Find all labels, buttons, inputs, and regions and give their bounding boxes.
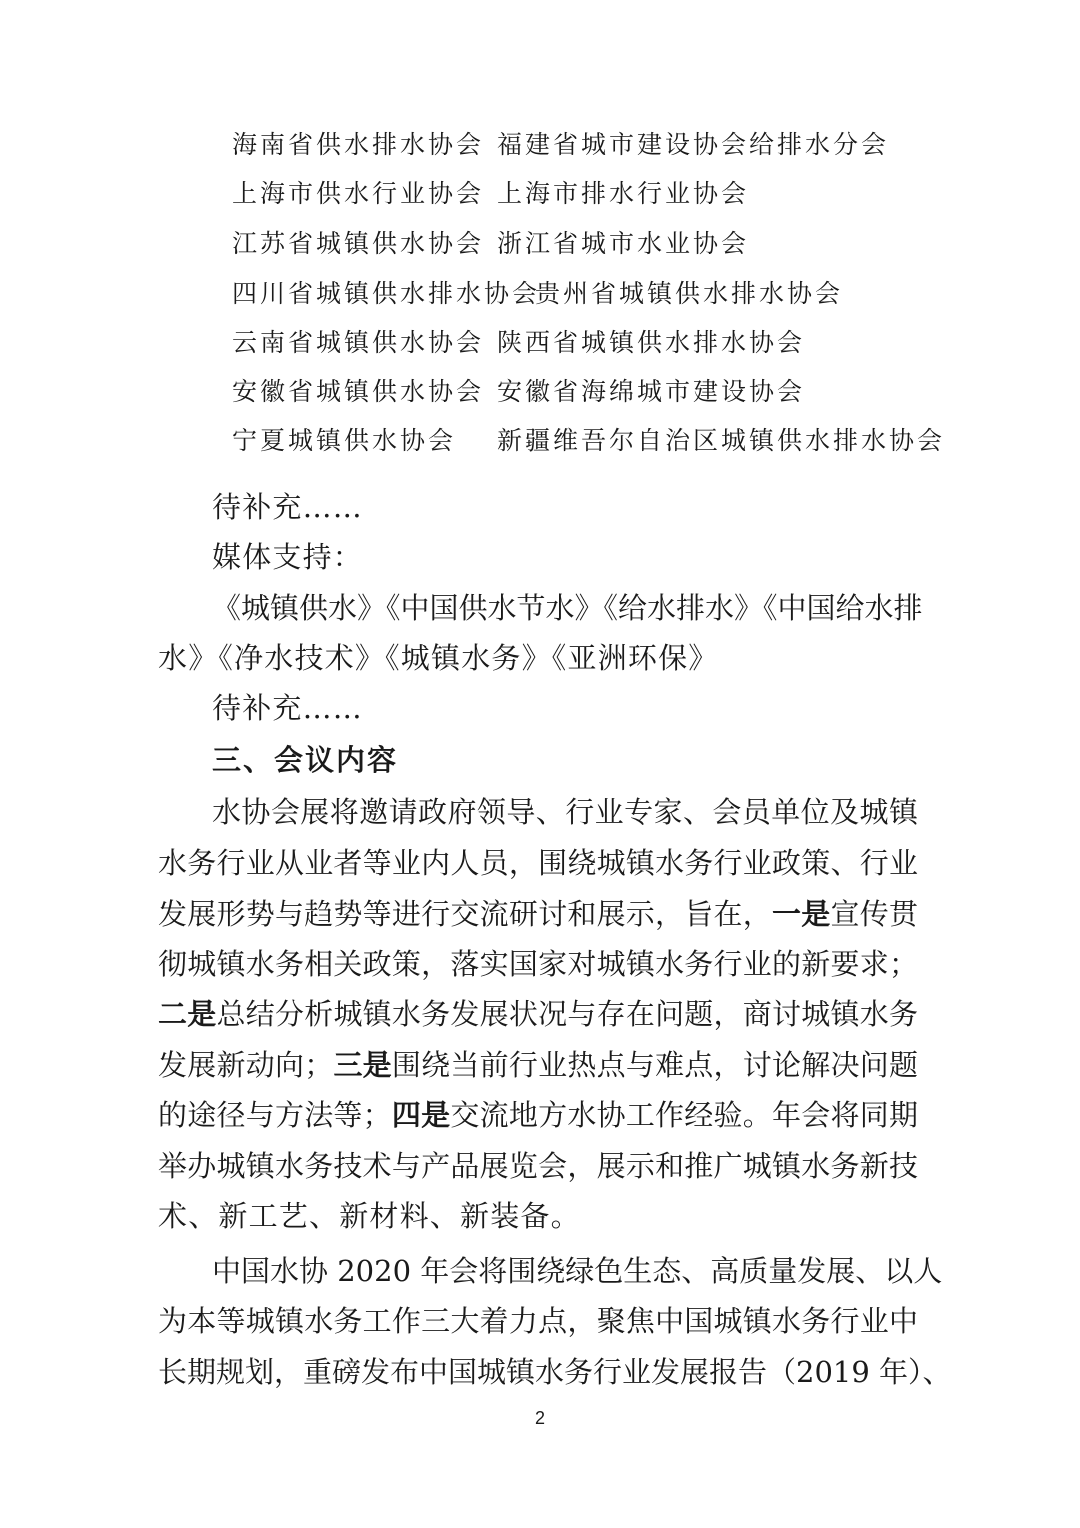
paragraph-2-line-1: 中国水协 2020 年会将围绕绿色生态、高质量发展、以人 [212,1254,943,1288]
text-span: 发展新动向； [158,1048,334,1082]
text-span: 发展形势与趋势等进行交流研讨和展示，旨在， [158,897,773,931]
paragraph-2-line-3: 长期规划，重磅发布中国城镇水务行业发展报告（2019 年）、 [158,1355,952,1389]
paragraph-1-line-4: 彻城镇水务相关政策，落实国家对城镇水务行业的新要求； [158,947,918,981]
paragraph-1-line-3 [158,894,918,934]
media-list-line-2: 水》《净水技术》《城镇水务》《亚洲环保》 [158,641,719,675]
org-left-4: 四川省城镇供水排水协会 [232,279,541,308]
text-span: 宣传贯 [830,897,918,931]
paragraph-1-line-5 [158,994,918,1034]
emphasis-second: 二是 [158,997,217,1031]
text-span: 的途径与方法等； [158,1098,392,1132]
paragraph-1-line-2: 水务行业从业者等业内人员，围绕城镇水务行业政策、行业 [158,846,918,880]
paragraph-1-line-9: 术、新工艺、新材料、新装备。 [158,1199,581,1233]
org-left-5: 云南省城镇供水协会 [232,328,485,357]
org-left-1: 海南省供水排水协会 [232,130,485,159]
paragraph-1-line-6 [158,1045,918,1085]
paragraph-1-line-1: 水协会展将邀请政府领导、行业专家、会员单位及城镇 [212,795,918,829]
org-left-3: 江苏省城镇供水协会 [232,229,485,258]
org-right-5: 陕西省城镇供水排水协会 [497,328,806,357]
org-left-6: 安徽省城镇供水协会 [232,377,485,406]
emphasis-first: 一是 [772,897,831,931]
media-list-line-1: 《城镇供水》《中国供水节水》《给水排水》《中国给水排 [212,591,923,625]
pending-note-2: 待补充…… [212,691,364,725]
paragraph-1-line-7 [158,1095,918,1135]
pending-note-1: 待补充…… [212,490,364,524]
org-right-6: 安徽省海绵城市建设协会 [497,377,806,406]
media-support-heading: 媒体支持： [212,540,364,574]
paragraph-2-line-2: 为本等城镇水务工作三大着力点，聚焦中国城镇水务行业中 [158,1304,918,1338]
text-span: 交流地方水协工作经验。年会将同期 [450,1098,918,1132]
emphasis-fourth: 四是 [391,1098,451,1132]
org-right-2: 上海市排水行业协会 [497,179,750,208]
text-span: 围绕当前行业热点与难点，讨论解决问题 [391,1048,918,1082]
org-left-2: 上海市供水行业协会 [232,179,485,208]
org-right-7: 新疆维吾尔自治区城镇供水排水协会 [497,426,946,455]
paragraph-1-line-8: 举办城镇水务技术与产品展览会，展示和推广城镇水务新技 [158,1149,918,1183]
org-left-7: 宁夏城镇供水协会 [232,426,457,455]
org-right-3: 浙江省城市水业协会 [497,229,750,258]
org-right-1: 福建省城市建设协会给排水分会 [497,130,890,159]
section-heading: 三、会议内容 [212,743,399,777]
org-right-4: 贵州省城镇供水排水协会 [535,279,844,308]
page-number: 2 [534,1408,545,1428]
text-span: 总结分析城镇水务发展状况与存在问题，商讨城镇水务 [216,997,918,1031]
emphasis-third: 三是 [333,1048,392,1082]
